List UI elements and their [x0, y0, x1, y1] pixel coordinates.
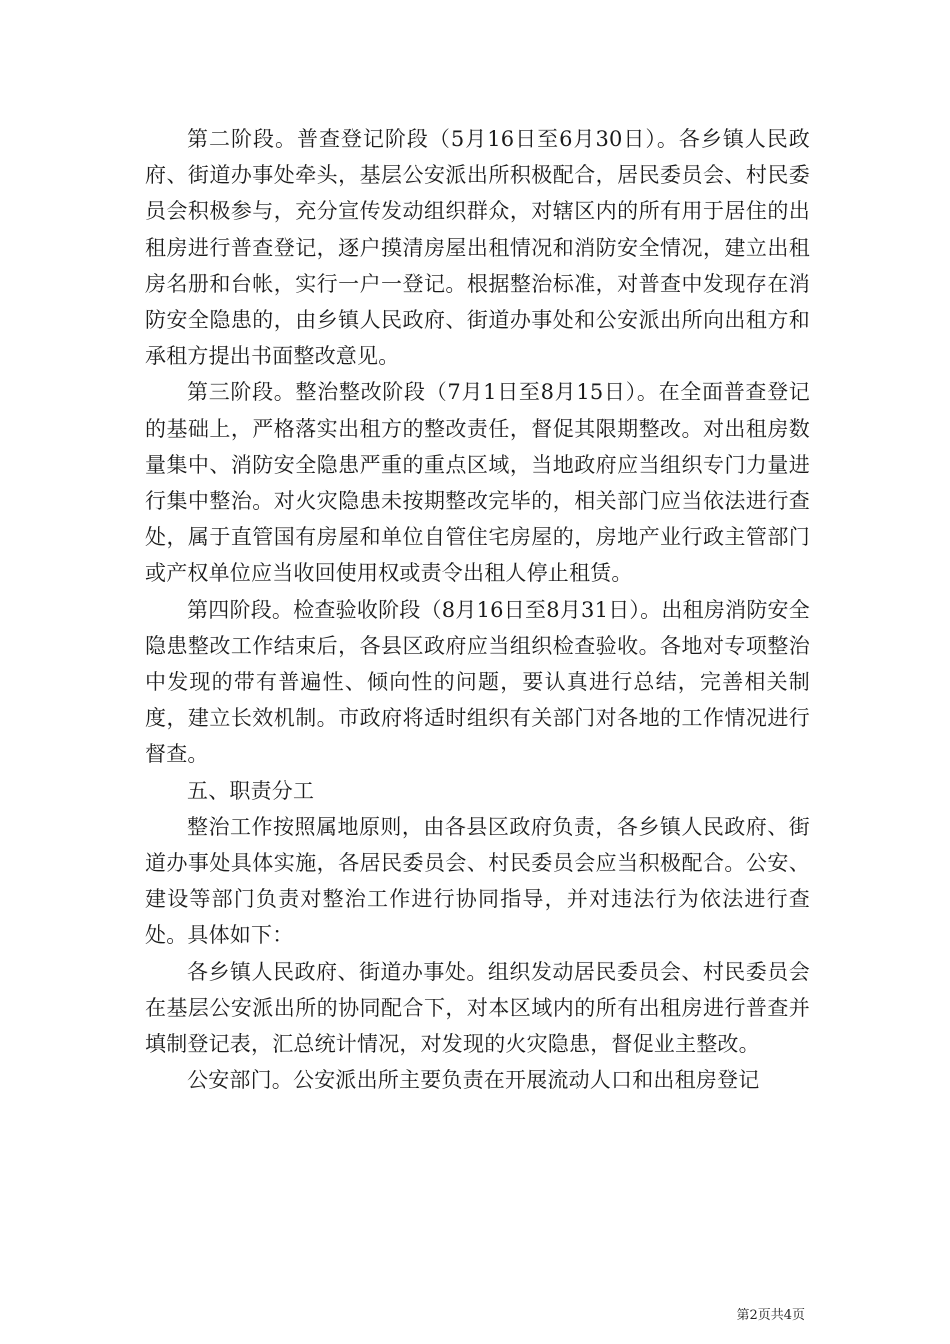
- paragraph-stage-two: 第二阶段。普查登记阶段（5月16日至6月30日）。各乡镇人民政府、街道办事处牵头，基层公安派出所积极配合，居民委员会、村民委员会积极参与，充分宣传发动组织群众，对辖区内的所有用于居住的出租房进行普查登记，逐户摸清房屋出租情况和消防安全情况，建立出租房名册和台帐，实行一户一登记。根据整治标准，对普查中发现存在消防安全隐患的，由乡镇人民政府、街道办事处和公安派出所向出租方和承租方提出书面整改意见。: [145, 127, 810, 369]
- paragraph-stage-four: 第四阶段。检查验收阶段（8月16日至8月31日）。出租房消防安全隐患整改工作结束后，各县区政府应当组织检查验收。各地对专项整治中发现的带有普遍性、倾向性的问题，要认真进行总结，完善相关制度，建立长效机制。市政府将适时组织有关部门对各地的工作情况进行督查。: [145, 597, 810, 767]
- page-number-footer: 第2页共4页: [736, 1308, 805, 1323]
- paragraph-police-duties: 公安部门。公安派出所主要负责在开展流动人口和出租房登记: [187, 1068, 760, 1093]
- paragraph-township-duties: 各乡镇人民政府、街道办事处。组织发动居民委员会、村民委员会在基层公安派出所的协同配合下，对本区域内的所有出租房进行普查并填制登记表，汇总统计情况，对发现的火灾隐患，督促业主整改。: [145, 959, 810, 1057]
- paragraph-stage-three: 第三阶段。整治整改阶段（7月1日至8月15日）。在全面普查登记的基础上，严格落实出租方的整改责任，督促其限期整改。对出租房数量集中、消防安全隐患严重的重点区域，当地政府应当组织专门力量进行集中整治。对火灾隐患未按期整改完毕的，相关部门应当依法进行查处，属于直管国有房屋和单位自管住宅房屋的，房地产业行政主管部门或产权单位应当收回使用权或责令出租人停止租赁。: [145, 380, 810, 586]
- document-body: [145, 121, 810, 1098]
- paragraph-duties-overview: 整治工作按照属地原则，由各县区政府负责，各乡镇人民政府、街道办事处具体实施，各居民委员会、村民委员会应当积极配合。公安、建设等部门负责对整治工作进行协同指导，并对违法行为依法进行查处。具体如下：: [145, 814, 810, 948]
- section-heading-duties: 五、职责分工: [187, 778, 315, 803]
